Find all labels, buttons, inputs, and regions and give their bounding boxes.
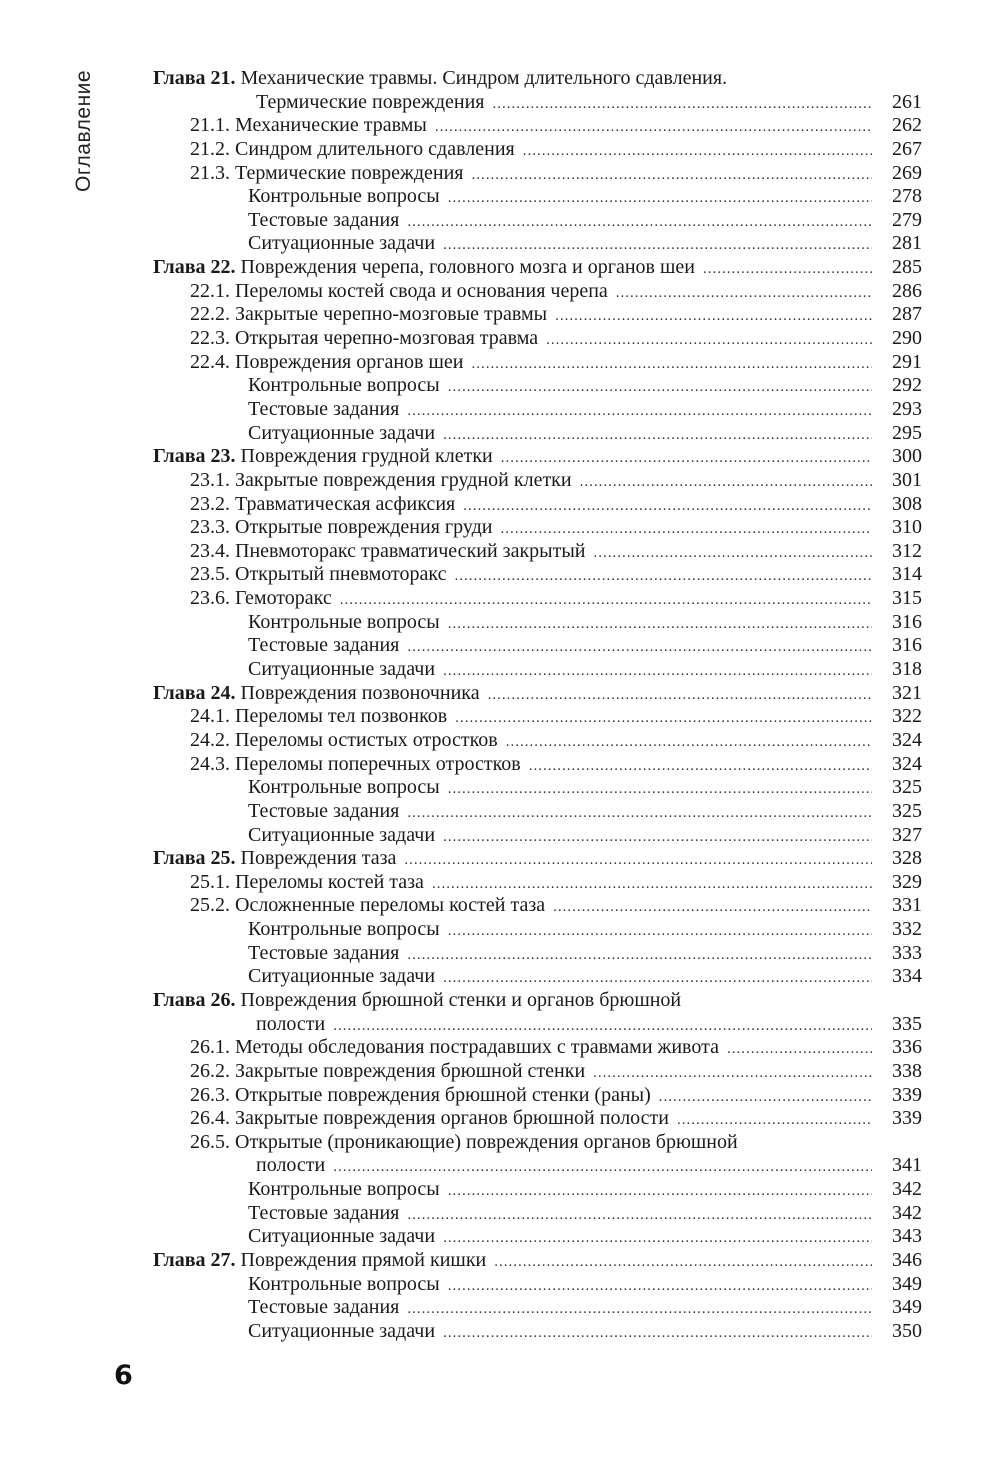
dot-leader — [580, 469, 872, 495]
entry-page-number: 328 — [892, 847, 922, 870]
section-number: 26.5. — [190, 1130, 230, 1153]
running-header-label: Оглавление — [72, 69, 95, 192]
dot-leader — [463, 493, 872, 519]
entry-page-number: 336 — [892, 1036, 922, 1059]
entry-title: Механические травмы. Синдром длительного сдавления. — [240, 67, 728, 89]
entry-page-number: 279 — [892, 208, 922, 231]
entry-page-number: 291 — [892, 350, 922, 373]
toc-exercise-entry — [0, 374, 1000, 398]
entry-title: Переломы остистых отростков — [235, 728, 498, 751]
dot-leader — [546, 327, 872, 353]
toc-section-entry — [0, 540, 1000, 564]
entry-title: Переломы костей таза — [235, 870, 424, 893]
toc-section-entry — [0, 138, 1000, 162]
dot-leader — [407, 1296, 872, 1322]
entry-title: Закрытые повреждения грудной клетки — [235, 468, 572, 491]
toc-section-entry — [0, 729, 1000, 753]
toc-exercise-entry — [0, 1296, 1000, 1320]
entry-page-number: 338 — [892, 1059, 922, 1082]
toc-exercise-entry — [0, 232, 1000, 256]
entry-page-number: 350 — [892, 1319, 922, 1342]
dot-leader — [448, 1273, 872, 1299]
entry-title: Ситуационные задачи — [248, 232, 436, 255]
dot-leader — [448, 1178, 872, 1204]
section-number: 25.1. — [190, 870, 230, 893]
entry-title: Тестовые задания — [248, 208, 400, 231]
dot-leader — [448, 918, 872, 944]
entry-title: Тестовые задания — [248, 1296, 400, 1319]
entry-page-number: 332 — [892, 918, 922, 941]
toc-section-entry — [0, 1036, 1000, 1060]
entry-page-number: 316 — [892, 634, 922, 657]
entry-page-number: 308 — [892, 492, 922, 515]
section-number: 22.3. — [190, 327, 230, 350]
chapter-number: Глава 24. — [153, 681, 236, 704]
section-number: 26.3. — [190, 1083, 230, 1106]
dot-leader — [407, 942, 872, 968]
toc-exercise-entry — [0, 209, 1000, 233]
entry-page-number: 278 — [892, 185, 922, 208]
entry-title: Ситуационные задачи — [248, 1319, 436, 1342]
entry-title: Контрольные вопросы — [248, 776, 440, 799]
chapter-number: Глава 25. — [153, 847, 236, 870]
toc-continuation-line — [0, 91, 1000, 115]
entry-page-number: 325 — [892, 776, 922, 799]
dot-leader — [443, 422, 872, 448]
toc-exercise-entry — [0, 1225, 1000, 1249]
entry-title: Повреждения черепа, головного мозга и органов шеи — [240, 256, 695, 279]
toc-exercise-entry — [0, 918, 1000, 942]
entry-title: Открытый пневмоторакс — [235, 563, 447, 586]
dot-leader — [471, 351, 872, 377]
entry-page-number: 281 — [892, 232, 922, 255]
toc-section-entry — [0, 563, 1000, 587]
entry-title: Тестовые задания — [248, 799, 400, 822]
entry-title: Тестовые задания — [248, 1201, 400, 1224]
entry-page-number: 321 — [892, 681, 922, 704]
entry-page-number: 295 — [892, 421, 922, 444]
entry-page-number: 341 — [892, 1154, 922, 1177]
entry-page-number: 325 — [892, 799, 922, 822]
entry-page-number: 269 — [892, 161, 922, 184]
entry-title: Тестовые задания — [248, 941, 400, 964]
toc-section-entry — [0, 871, 1000, 895]
entry-page-number: 261 — [892, 90, 922, 113]
dot-leader — [432, 871, 872, 897]
dot-leader — [659, 1084, 872, 1110]
table-of-contents — [0, 67, 1000, 1344]
entry-page-number: 312 — [892, 539, 922, 562]
entry-title: Повреждения позвоночника — [240, 681, 480, 704]
entry-title: Переломы поперечных отростков — [235, 752, 521, 775]
toc-exercise-entry — [0, 965, 1000, 989]
dot-leader — [500, 516, 872, 542]
section-number: 26.1. — [190, 1036, 230, 1059]
dot-leader — [448, 611, 872, 637]
toc-section-entry — [0, 1060, 1000, 1084]
dot-leader — [448, 776, 872, 802]
entry-page-number: 315 — [892, 587, 922, 610]
entry-page-number: 349 — [892, 1272, 922, 1295]
toc-chapter-entry — [0, 847, 1000, 871]
dot-leader — [727, 1036, 872, 1062]
toc-section-entry — [0, 1107, 1000, 1131]
dot-leader — [501, 445, 872, 471]
entry-title: Закрытые повреждения брюшной стенки — [235, 1059, 586, 1082]
dot-leader — [594, 540, 873, 566]
toc-chapter-entry — [0, 256, 1000, 280]
section-number: 21.3. — [190, 161, 230, 184]
toc-exercise-entry — [0, 1178, 1000, 1202]
toc-exercise-entry — [0, 776, 1000, 800]
toc-section-entry — [0, 162, 1000, 186]
entry-page-number: 346 — [892, 1249, 922, 1272]
entry-title: Повреждения грудной клетки — [240, 445, 493, 468]
entry-title: Контрольные вопросы — [248, 1178, 440, 1201]
chapter-number: Глава 21. — [153, 67, 236, 89]
section-number: 23.2. — [190, 492, 230, 515]
dot-leader — [454, 563, 872, 589]
dot-leader — [493, 91, 873, 117]
toc-section-entry — [0, 705, 1000, 729]
toc-section-entry — [0, 327, 1000, 351]
toc-exercise-entry — [0, 824, 1000, 848]
entry-title: Механические травмы — [235, 114, 427, 137]
dot-leader — [333, 1154, 872, 1180]
entry-title: Тестовые задания — [248, 397, 400, 420]
dot-leader — [555, 303, 872, 329]
section-number: 22.2. — [190, 303, 230, 326]
toc-section-entry — [0, 1131, 1000, 1155]
chapter-number: Глава 26. — [153, 988, 236, 1011]
toc-exercise-entry — [0, 800, 1000, 824]
entry-title: Осложненные переломы костей таза — [235, 894, 546, 917]
entry-page-number: 300 — [892, 445, 922, 468]
dot-leader — [553, 894, 872, 920]
entry-page-number: 339 — [892, 1083, 922, 1106]
entry-page-number: 287 — [892, 303, 922, 326]
dot-leader — [443, 232, 872, 258]
entry-title: Контрольные вопросы — [248, 185, 440, 208]
entry-page-number: 316 — [892, 610, 922, 633]
entry-title: Контрольные вопросы — [248, 374, 440, 397]
dot-leader — [340, 587, 872, 613]
section-number: 23.1. — [190, 468, 230, 491]
entry-title: Переломы костей свода и основания черепа — [235, 279, 608, 302]
entry-title: Контрольные вопросы — [248, 610, 440, 633]
section-number: 23.6. — [190, 587, 230, 610]
section-number: 26.4. — [190, 1107, 230, 1130]
entry-title: Закрытые черепно-мозговые травмы — [235, 303, 548, 326]
toc-section-entry — [0, 587, 1000, 611]
entry-page-number: 327 — [892, 823, 922, 846]
entry-page-number: 262 — [892, 114, 922, 137]
entry-title: Открытые повреждения груди — [235, 516, 493, 539]
dot-leader — [407, 1202, 872, 1228]
entry-page-number: 267 — [892, 137, 922, 160]
entry-page-number: 310 — [892, 516, 922, 539]
dot-leader — [443, 658, 872, 684]
entry-page-number: 333 — [892, 941, 922, 964]
section-number: 23.5. — [190, 563, 230, 586]
toc-exercise-entry — [0, 1202, 1000, 1226]
dot-leader — [407, 398, 872, 424]
toc-section-entry — [0, 114, 1000, 138]
entry-page-number: 318 — [892, 658, 922, 681]
entry-page-number: 343 — [892, 1225, 922, 1248]
dot-leader — [677, 1107, 872, 1133]
toc-section-entry — [0, 303, 1000, 327]
toc-exercise-entry — [0, 1273, 1000, 1297]
toc-exercise-entry — [0, 634, 1000, 658]
section-number: 21.2. — [190, 137, 230, 160]
entry-title: Открытая черепно-мозговая травма — [235, 327, 539, 350]
section-number: 24.1. — [190, 705, 230, 728]
dot-leader — [455, 705, 872, 731]
entry-title: Повреждения прямой кишки — [240, 1249, 487, 1272]
entry-title: Контрольные вопросы — [248, 1272, 440, 1295]
section-number: 23.3. — [190, 516, 230, 539]
entry-title: Открытые повреждения брюшной стенки (раны) — [235, 1083, 651, 1106]
dot-leader — [407, 209, 872, 235]
entry-page-number: 334 — [892, 965, 922, 988]
entry-title: Открытые (проникающие) повреждения органов брюшной — [235, 1130, 738, 1153]
toc-section-entry — [0, 280, 1000, 304]
entry-title: Ситуационные задачи — [248, 965, 436, 988]
entry-page-number: 331 — [892, 894, 922, 917]
entry-title: полости — [256, 1154, 326, 1177]
entry-title: Ситуационные задачи — [248, 421, 436, 444]
entry-title: Термические повреждения — [256, 90, 485, 113]
entry-page-number: 339 — [892, 1107, 922, 1130]
toc-exercise-entry — [0, 398, 1000, 422]
entry-title: Гемоторакс — [235, 587, 332, 610]
entry-title: Переломы тел позвонков — [235, 705, 448, 728]
toc-chapter-entry — [0, 1249, 1000, 1273]
entry-page-number: 301 — [892, 468, 922, 491]
toc-section-entry — [0, 493, 1000, 517]
toc-exercise-entry — [0, 185, 1000, 209]
entry-title: Методы обследования пострадавших с травмами живота — [235, 1036, 719, 1059]
dot-leader — [333, 1013, 872, 1039]
section-number: 21.1. — [190, 114, 230, 137]
page-number: 6 — [114, 1360, 133, 1391]
dot-leader — [703, 256, 872, 282]
entry-title: Повреждения таза — [240, 847, 397, 870]
dot-leader — [404, 847, 872, 873]
toc-section-entry — [0, 753, 1000, 777]
toc-section-entry — [0, 351, 1000, 375]
chapter-number: Глава 23. — [153, 445, 236, 468]
toc-section-entry — [0, 894, 1000, 918]
entry-page-number: 290 — [892, 327, 922, 350]
entry-title: Контрольные вопросы — [248, 918, 440, 941]
toc-exercise-entry — [0, 611, 1000, 635]
entry-title: полости — [256, 1012, 326, 1035]
entry-page-number: 324 — [892, 728, 922, 751]
dot-leader — [443, 1320, 872, 1346]
entry-title: Травматическая асфиксия — [235, 492, 456, 515]
entry-page-number: 293 — [892, 397, 922, 420]
toc-exercise-entry — [0, 422, 1000, 446]
dot-leader — [443, 1225, 872, 1251]
section-number: 24.3. — [190, 752, 230, 775]
entry-page-number: 286 — [892, 279, 922, 302]
dot-leader — [435, 114, 872, 140]
dot-leader — [529, 753, 872, 779]
dot-leader — [448, 374, 872, 400]
entry-page-number: 292 — [892, 374, 922, 397]
chapter-number: Глава 27. — [153, 1249, 236, 1272]
toc-section-entry — [0, 516, 1000, 540]
toc-exercise-entry — [0, 942, 1000, 966]
entry-title: Повреждения брюшной стенки и органов брюшной — [240, 988, 682, 1011]
toc-exercise-entry — [0, 658, 1000, 682]
section-number: 24.2. — [190, 728, 230, 751]
entry-title: Ситуационные задачи — [248, 1225, 436, 1248]
entry-title: Тестовые задания — [248, 634, 400, 657]
entry-page-number: 285 — [892, 256, 922, 279]
entry-title: Ситуационные задачи — [248, 658, 436, 681]
entry-page-number: 322 — [892, 705, 922, 728]
dot-leader — [407, 800, 872, 826]
entry-page-number: 342 — [892, 1178, 922, 1201]
toc-chapter-entry — [0, 682, 1000, 706]
toc-section-entry — [0, 1084, 1000, 1108]
entry-title: Закрытые повреждения органов брюшной полости — [235, 1107, 669, 1130]
section-number: 22.4. — [190, 350, 230, 373]
entry-page-number: 335 — [892, 1012, 922, 1035]
toc-exercise-entry — [0, 1320, 1000, 1344]
dot-leader — [443, 824, 872, 850]
dot-leader — [506, 729, 872, 755]
dot-leader — [472, 162, 873, 188]
dot-leader — [494, 1249, 872, 1275]
entry-page-number: 324 — [892, 752, 922, 775]
entry-title: Термические повреждения — [235, 161, 464, 184]
entry-title: Синдром длительного сдавления — [235, 137, 515, 160]
dot-leader — [593, 1060, 872, 1086]
entry-page-number: 314 — [892, 563, 922, 586]
entry-title: Повреждения органов шеи — [235, 350, 464, 373]
toc-continuation-line — [0, 1013, 1000, 1037]
entry-page-number: 329 — [892, 870, 922, 893]
entry-page-number: 349 — [892, 1296, 922, 1319]
section-number: 22.1. — [190, 279, 230, 302]
dot-leader — [523, 138, 872, 164]
entry-title: Пневмоторакс травматический закрытый — [235, 539, 586, 562]
section-number: 26.2. — [190, 1059, 230, 1082]
section-number: 25.2. — [190, 894, 230, 917]
toc-chapter-entry — [0, 445, 1000, 469]
chapter-number: Глава 22. — [153, 256, 236, 279]
dot-leader — [407, 634, 872, 660]
dot-leader — [616, 280, 872, 306]
toc-section-entry — [0, 469, 1000, 493]
toc-chapter-entry — [0, 67, 1000, 91]
dot-leader — [443, 965, 872, 991]
entry-title: Ситуационные задачи — [248, 823, 436, 846]
toc-chapter-entry — [0, 989, 1000, 1013]
section-number: 23.4. — [190, 539, 230, 562]
dot-leader — [448, 185, 872, 211]
dot-leader — [488, 682, 872, 708]
entry-page-number: 342 — [892, 1201, 922, 1224]
toc-continuation-line — [0, 1154, 1000, 1178]
